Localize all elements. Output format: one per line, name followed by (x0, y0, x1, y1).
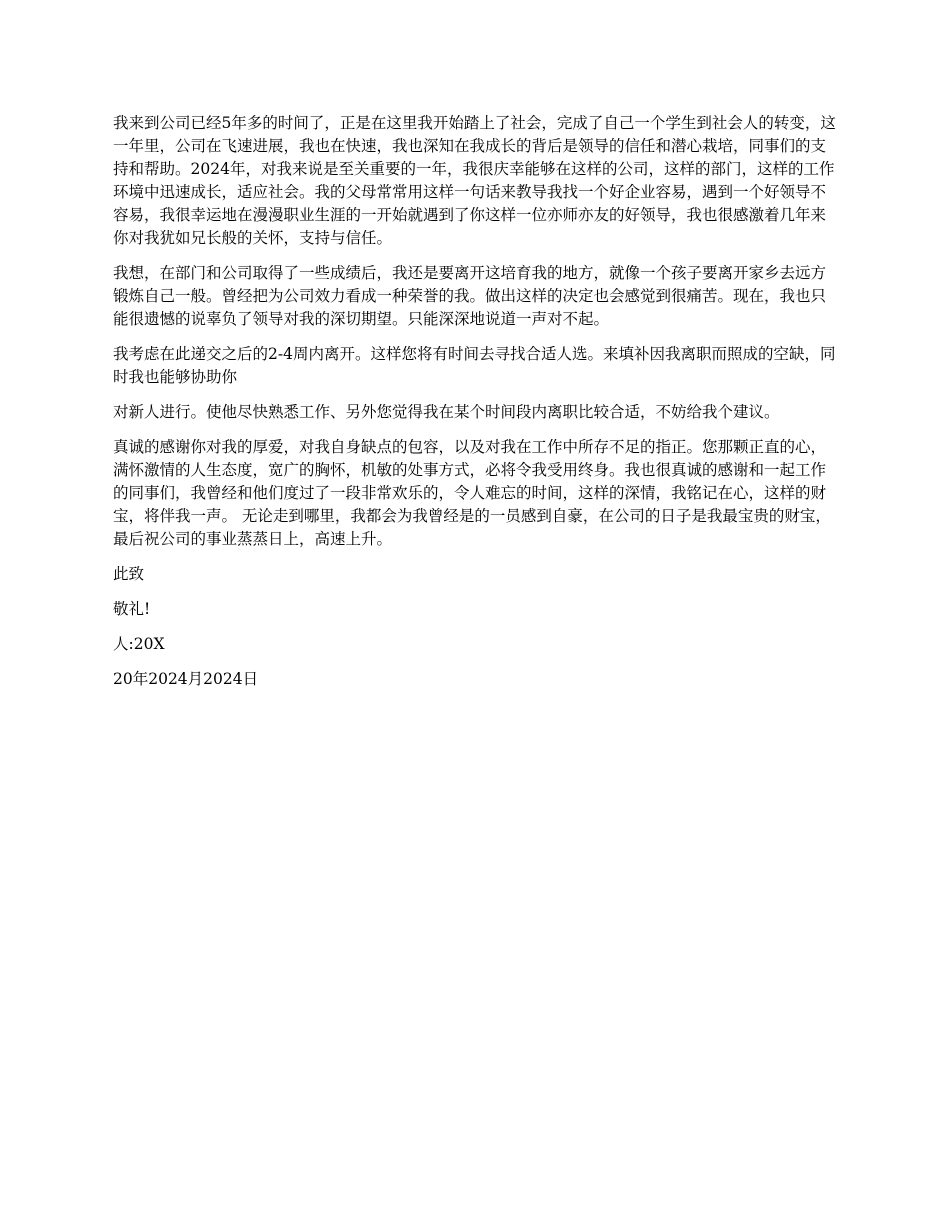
closing-regards: 敬礼! (113, 600, 151, 618)
paragraph-decision: 我想，在部门和公司取得了一些成绩后，我还是要离开这培育我的地方，就像一个孩子要离开家乡去远方锻炼自己一般。曾经把为公司效力看成一种荣誉的我。做出这样的决定也会感觉到很痛苦。现在，我也只能很遗憾的说辜负了领导对我的深切期望。只能深深地说道一声对不起。 (113, 264, 827, 328)
closing-salutation: 此致 (113, 565, 145, 583)
signature: 人:20X (113, 635, 165, 653)
paragraph-notice-period: 我考虑在此递交之后的2-4周内离开。这样您将有时间去寻找合适人选。来填补因我离职而照成的空缺，同时我也能够协助你 (113, 345, 836, 386)
paragraph-thanks: 真诚的感谢你对我的厚爱，对我自身缺点的包容，以及对我在工作中所存不足的指正。您那颗正直的心，满怀激情的人生态度，宽广的胸怀，机敏的处事方式，必将令我受用终身。我也很真诚的感谢和一起工作的同事们，我曾经和他们度过了一段非常欢乐的，令人难忘的时间，这样的深情，我铭记在心，这样的财宝，将伴我一声。 无论走到哪里，我都会为我曾经是的一员感到自豪，在公司的日子是我最宝贵的财宝，最后祝公司的事业蒸蒸日上，高速上升。 (113, 438, 831, 548)
paragraph-intro: 我来到公司已经5年多的时间了，正是在这里我开始踏上了社会，完成了自己一个学生到社会人的转变，这一年里，公司在飞速进展，我也在快速，我也深知在我成长的背后是领导的信任和潜心栽培，同事们的支持和帮助。2024年，对我来说是至关重要的一年，我很庆幸能够在这样的公司，这样的部门，这样的工作环境中迅速成长，适应社会。我的父母常常用这样一句话来教导我找一个好企业容易，遇到一个好领导不容易，我很幸运地在漫漫职业生涯的一开始就遇到了你这样一位亦师亦友的好领导，我也很感激着几年来你对我犹如兄长般的关怀，支持与信任。 (113, 114, 836, 247)
paragraph-handover: 对新人进行。使他尽快熟悉工作、另外您觉得我在某个时间段内离职比较合适，不妨给我个建议。 (113, 403, 780, 421)
letter-body (113, 112, 840, 703)
date-line: 20年2024月2024日 (113, 670, 259, 688)
